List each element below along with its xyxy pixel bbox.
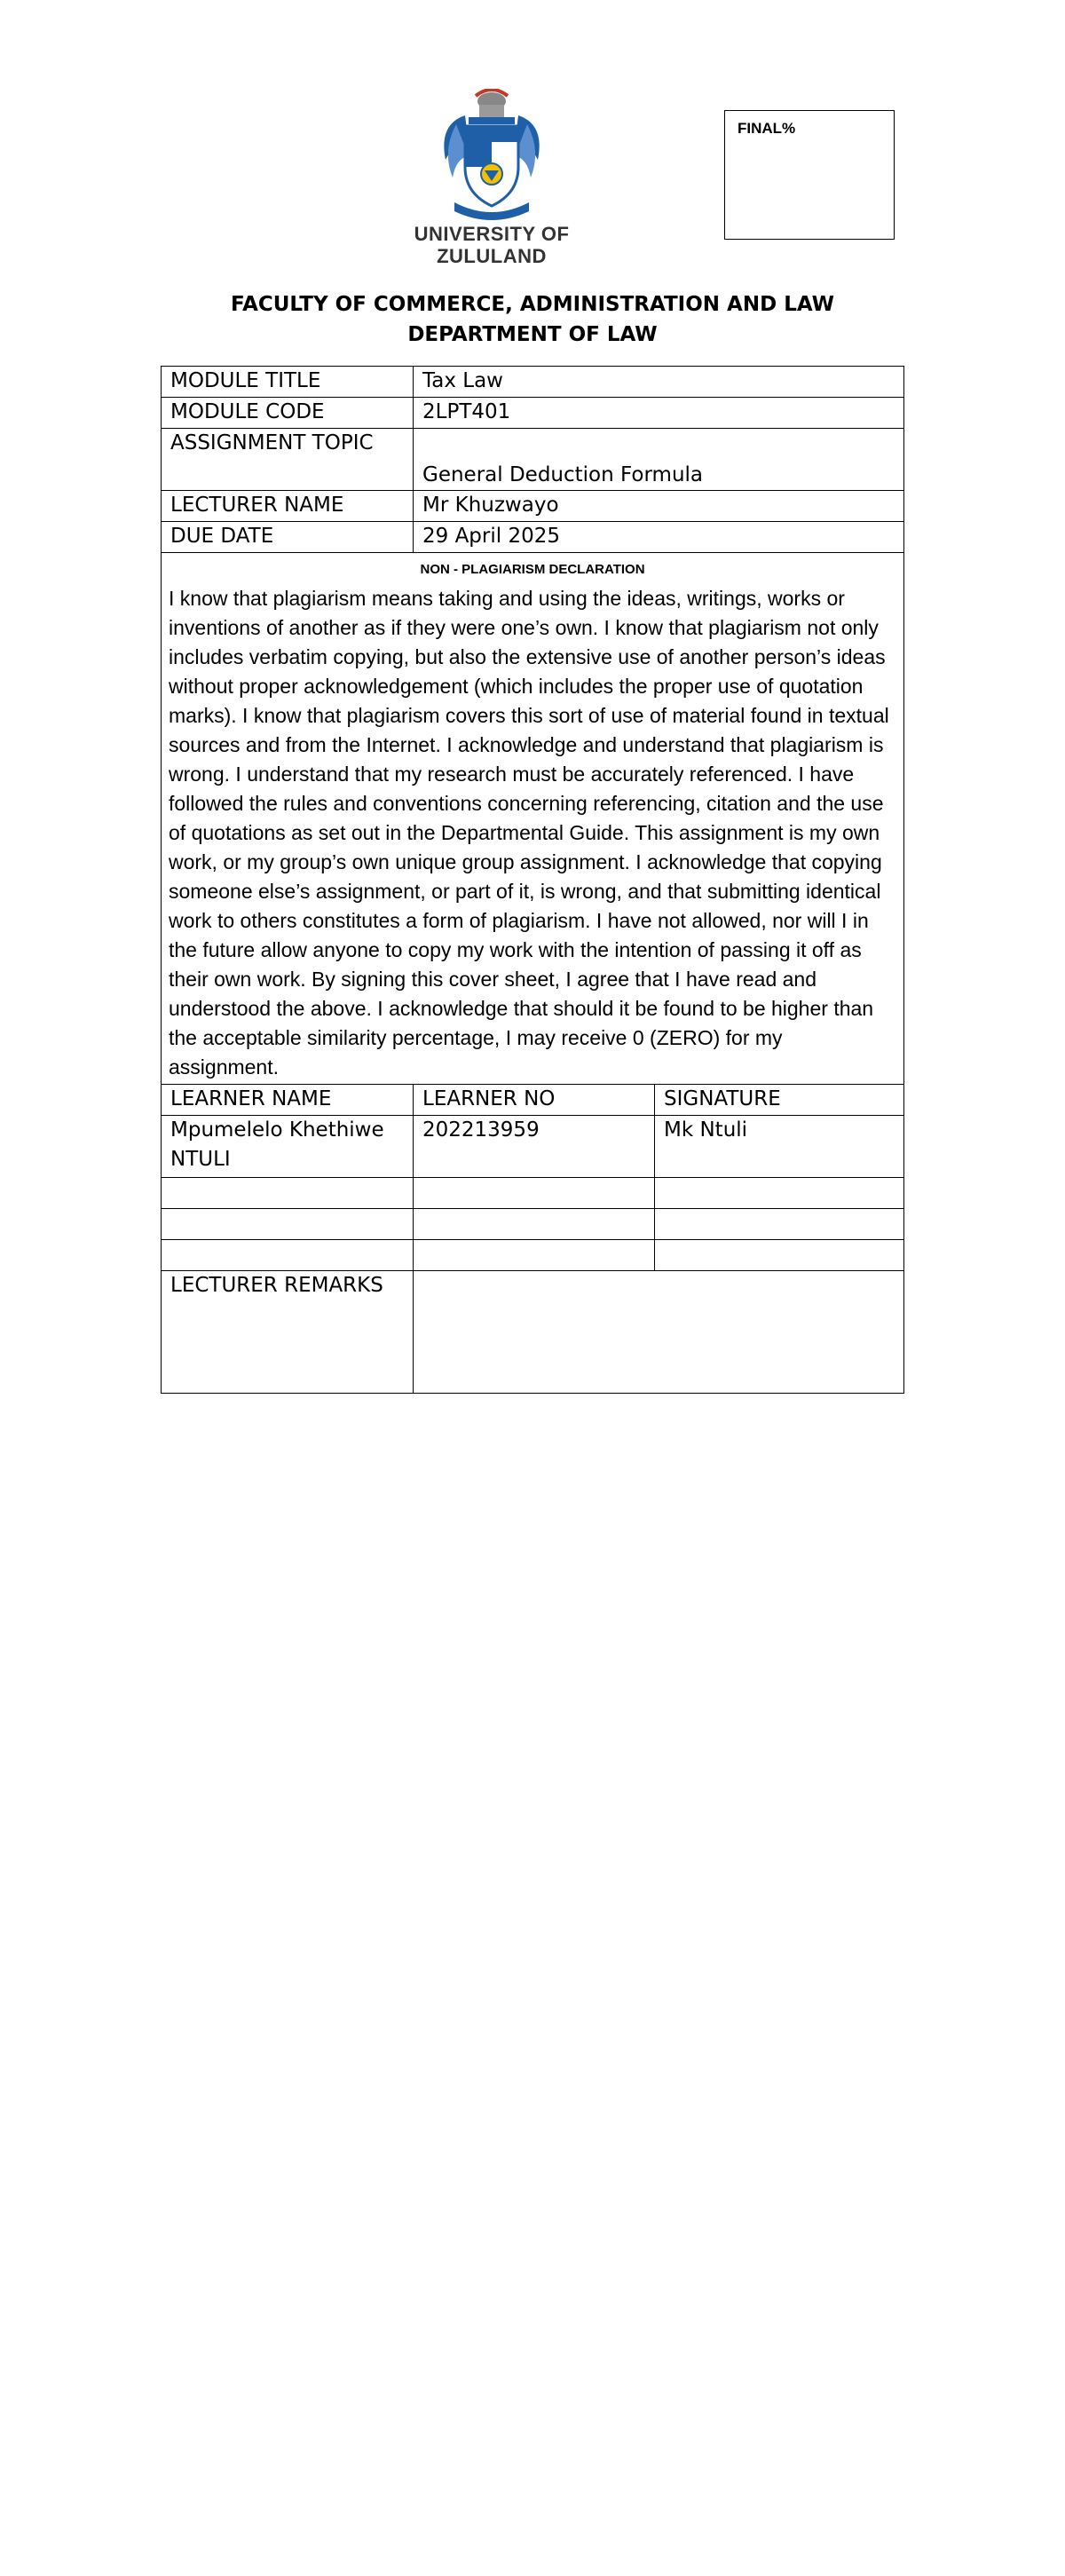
due-date-label: DUE DATE <box>162 522 414 553</box>
due-date-row <box>162 522 904 553</box>
final-mark-label: FINAL% <box>738 120 796 137</box>
learner-row-empty <box>162 1240 904 1271</box>
learner-signature: Mk Ntuli <box>655 1116 904 1178</box>
lecturer-name-row <box>162 491 904 522</box>
declaration-row <box>162 553 904 1085</box>
learner-row-empty <box>162 1178 904 1209</box>
module-code-value: 2LPT401 <box>414 398 904 429</box>
declaration-title: NON - PLAGIARISM DECLARATION <box>420 562 645 577</box>
module-title-row <box>162 367 904 398</box>
declaration-cell <box>162 553 904 1085</box>
lecturer-remarks-value <box>414 1271 904 1394</box>
module-code-row <box>162 398 904 429</box>
module-code-label: MODULE CODE <box>162 398 414 429</box>
learner-no-empty <box>414 1209 655 1240</box>
learner-row-empty <box>162 1209 904 1240</box>
assignment-topic-row <box>162 429 904 491</box>
lecturer-remarks-label: LECTURER REMARKS <box>162 1271 414 1394</box>
learner-row <box>162 1116 904 1178</box>
university-logo <box>403 89 580 271</box>
lecturer-remarks-row <box>162 1271 904 1394</box>
learner-header-row <box>162 1085 904 1116</box>
learner-no-header: LEARNER NO <box>414 1085 655 1116</box>
learner-name: Mpumelelo Khethiwe NTULI <box>162 1116 414 1178</box>
lecturer-name-value: Mr Khuzwayo <box>414 491 904 522</box>
learner-name-empty <box>162 1209 414 1240</box>
due-date-value: 29 April 2025 <box>414 522 904 553</box>
faculty-title: FACULTY OF COMMERCE, ADMINISTRATION AND LAW <box>231 293 834 316</box>
university-crest-icon <box>430 89 554 222</box>
assignment-topic-value: General Deduction Formula <box>414 429 904 491</box>
learner-no-empty <box>414 1178 655 1209</box>
department-title: DEPARTMENT OF LAW <box>407 323 658 346</box>
learner-signature-empty <box>655 1209 904 1240</box>
learner-no-empty <box>414 1240 655 1271</box>
assignment-topic-label: ASSIGNMENT TOPIC <box>162 429 414 491</box>
learner-signature-empty <box>655 1240 904 1271</box>
university-name-line1: UNIVERSITY OF <box>414 223 570 245</box>
university-name-line2: ZULULAND <box>437 245 547 267</box>
final-mark-box <box>724 110 895 240</box>
module-title-value: Tax Law <box>414 367 904 398</box>
learner-name-empty <box>162 1240 414 1271</box>
learner-signature-empty <box>655 1178 904 1209</box>
module-title-label: MODULE TITLE <box>162 367 414 398</box>
cover-sheet-table <box>161 366 904 1394</box>
declaration-text: I know that plagiarism means taking and using the ideas, writings, works or inventions of another as if they were one’s own. I know that plagiarism not only includes verbatim copying, but also the extensive use of another person’s ideas without proper acknowledgement (which includes the proper use of quotation marks). I know that plagiarism covers this sort of use of material found in textual sources and from the Internet. I acknowledge and understand that plagiarism is wrong. I understand that my research must be accurately referenced. I have followed the rules and conventions concerning referencing, citation and the use of quotations as set out in the Departmental Guide. This assignment is my own work, or my group’s own unique group assignment. I acknowledge that copying someone else’s assignment, or part of it, is wrong, and that submitting identical work to others constitutes a form of plagiarism. I have not allowed, nor will I in the future allow anyone to copy my work with the intention of passing it off as their own work. By signing this cover sheet, I agree that I have read and understood the above. I acknowledge that should it be found to be higher than the acceptable similarity percentage, I may receive 0 (ZERO) for my assignment. <box>169 587 889 1079</box>
signature-header: SIGNATURE <box>655 1085 904 1116</box>
learner-name-empty <box>162 1178 414 1209</box>
lecturer-name-label: LECTURER NAME <box>162 491 414 522</box>
learner-name-header: LEARNER NAME <box>162 1085 414 1116</box>
learner-no: 202213959 <box>414 1116 655 1178</box>
